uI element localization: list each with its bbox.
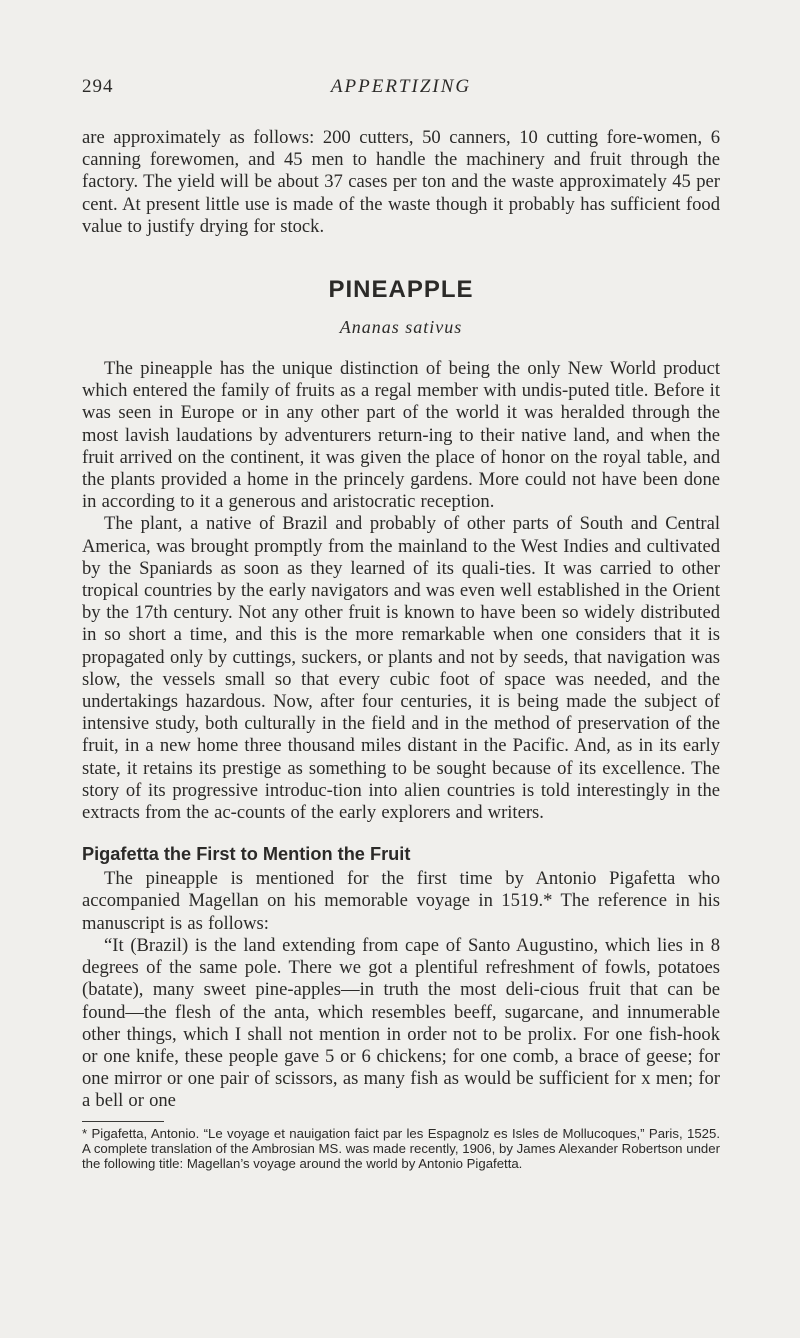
footnote-divider [82, 1121, 164, 1122]
running-head [82, 76, 720, 106]
paragraph-pigafetta: The pineapple is mentioned for the first time by Antonio Pigafetta who accompanied Magellan on his memorable voyage in 1519.* The reference in his manuscript is as follows: [82, 868, 720, 934]
paragraph-history: The plant, a native of Brazil and probably of other parts of South and Central America, was brought promptly from the mainland to the West Indies and cultivated by the Spaniards as soon as they learned of its quali-ties. It was carried to other tropical countries by the early navigators and was even well established in the Orient by the 17th century. Not any other fruit is known to have been so widely distributed in so short a time, and this is the more remarkable when one considers that it is propagated only by cuttings, suckers, or plants and not by seeds, that navigation was slow, the vessels small so that every cubic foot of space was needed, and the undertakings hazardous. Now, after four centuries, it is being made the subject of intensive study, both culturally in the field and in the method of preservation of the fruit, in a new home three thousand miles distant in the Pacific. And, as in its early state, it retains its prestige as something to be sought because of its excellence. The story of its progressive introduc-tion into alien countries is told interestingly in the extracts from the ac-counts of the early explorers and writers. [82, 513, 720, 824]
paragraph-quote: “It (Brazil) is the land extending from cape of Santo Augustino, which lies in 8 degrees of the same pole. There we got a plentiful refreshment of fowls, potatoes (batate), many sweet pine-apples—in truth the most deli-cious fruit that can be found—the flesh of the anta, which resembles beeff, sugarcane, and innumerable other things, which I shall not mention in order not to be prolix. For one fish-hook or one knife, these people gave 5 or 6 chickens; for one comb, a brace of geese; for one mirror or one pair of scissors, as many fish as would be sufficient for x men; for a bell or one [82, 934, 720, 1112]
section-subtitle: Ananas sativus [339, 317, 463, 338]
page-number: 294 [82, 76, 114, 97]
running-title: APPERTIZING [330, 76, 472, 97]
intro-paragraph: are approximately as follows: 200 cutters, 50 canners, 10 cutting fore-women, 6 canning forewomen, and 45 men to handle the machinery and fruit through the factory. The yield will be about 37 cases per ton and the waste approximately 45 per cent. At present little use is made of the waste though it probably has sufficient food value to justify drying for stock. [82, 127, 720, 237]
book-page [82, 76, 720, 1171]
subheading: Pigafetta the First to Mention the Fruit [82, 844, 411, 865]
paragraph-distinction: The pineapple has the unique distinction of being the only New World product which entered the family of fruits as a regal member with undis-puted title. Before it was seen in Europe or in any other part of the world it was heralded through the most lavish laudations by adventurers return-ing to their native land, and when the fruit arrived on the continent, it was given the place of honor on the royal table, and the plants provided a home in the princely gardens. More could not have been done in according to it a generous and aristocratic reception. [82, 358, 720, 513]
footnote: * Pigafetta, Antonio. “Le voyage et nauigation faict par les Espagnolz es Isles de Mollucoques,” Paris, 1525. A complete translation of the Ambrosian MS. was made recently, 1906, by James Alexander Robertson under the following title: Magellan’s voyage around the world by Antonio Pigafetta. [82, 1125, 720, 1171]
section-title: PINEAPPLE [328, 276, 474, 304]
body-text [82, 127, 720, 1113]
